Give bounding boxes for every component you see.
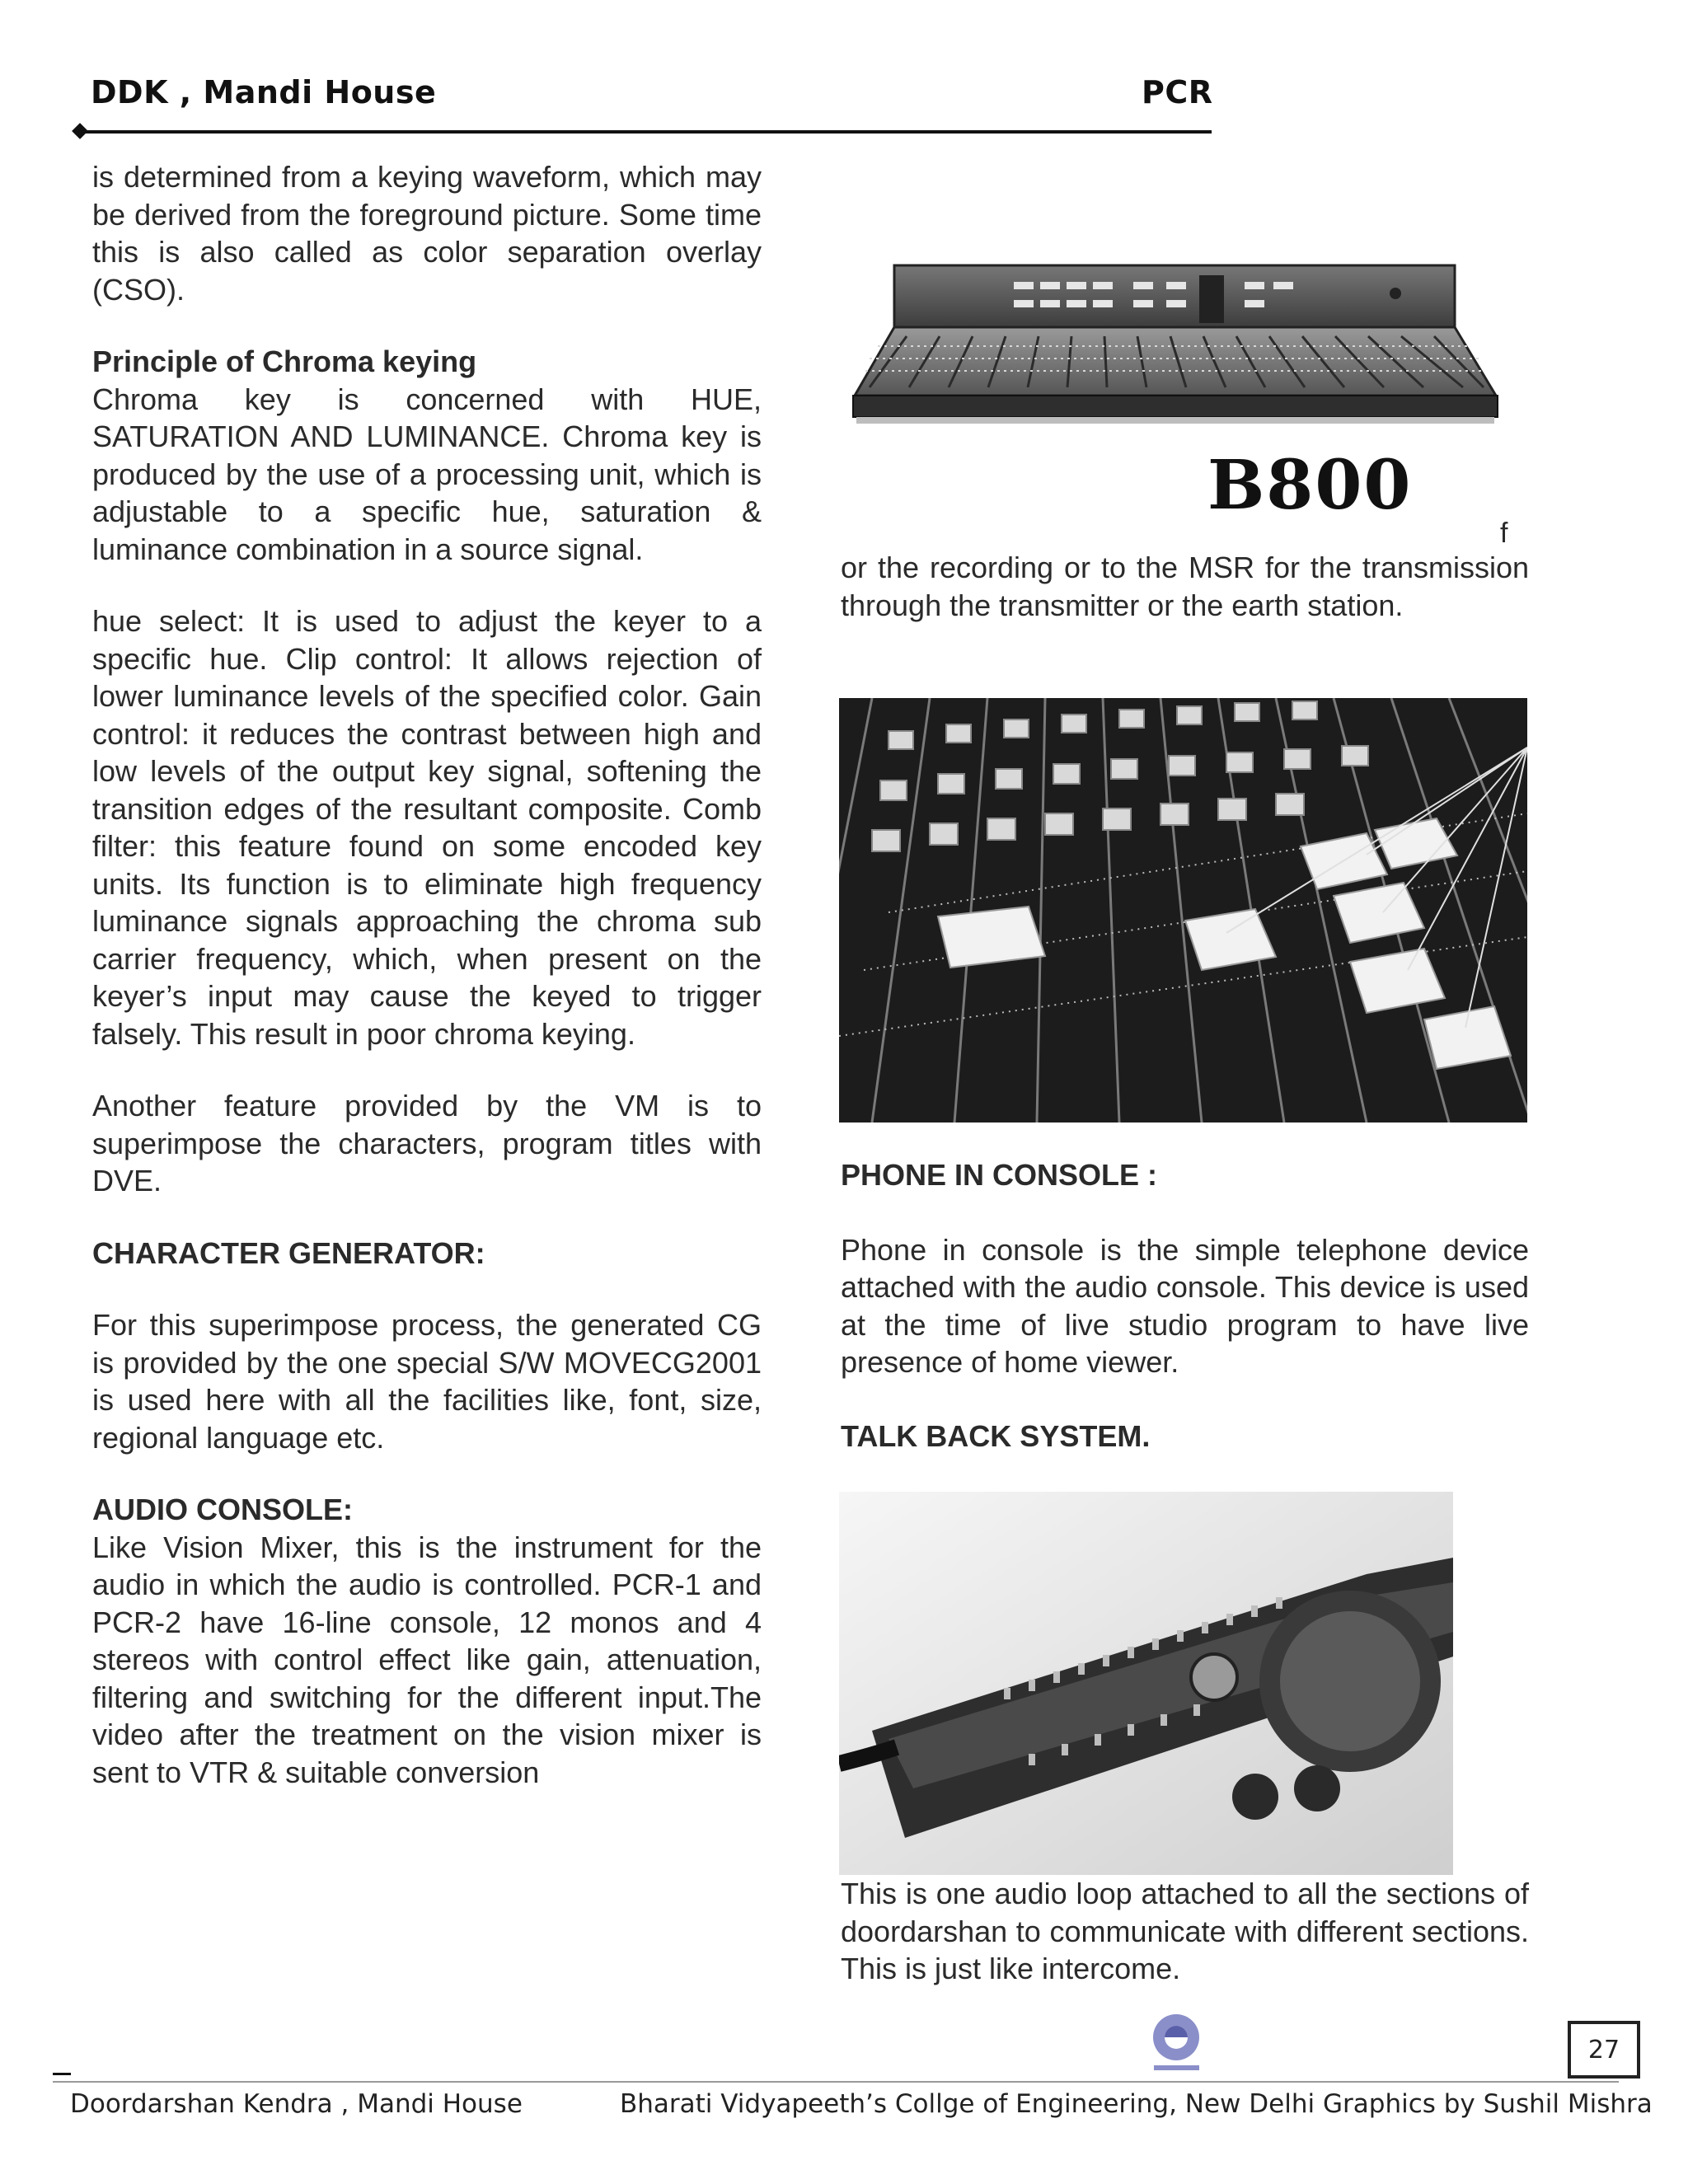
footer-right: Graphics by Sushil Mishra (1323, 2089, 1653, 2119)
paragraph-character-generator: For this superimpose process, the generated CG is provided by the one special S/W MOVECG2001 is used here with all the facilities like, font, size, regional language etc. (92, 1308, 762, 1455)
doordarshan-logo (1137, 2011, 1216, 2077)
left-column (92, 158, 762, 1791)
footer-left: Doordarshan Kendra , Mandi House (70, 2089, 523, 2119)
right-column-top (841, 549, 1529, 624)
heading-talk-back-system: TALK BACK SYSTEM. (841, 1418, 1151, 1453)
header-left-title: DDK , Mandi House (91, 74, 437, 110)
paragraph-recording: or the recording or to the MSR for the transmission through the transmitter or the earth station. (841, 551, 1529, 622)
paragraph-chroma-key: Chroma key is concerned with HUE, SATURATION AND LUMINANCE. Chroma key is produced by the use of a processing unit, which is adjustable to a specific hue, saturation & luminance combination in a source signal. (92, 382, 762, 566)
header-right-title: PCR (1142, 74, 1213, 110)
header-rule (81, 130, 1212, 134)
audio-faders-image (839, 698, 1527, 1122)
page-number: 27 (1587, 2035, 1620, 2064)
right-column-bottom (841, 1875, 1529, 1988)
paragraph-audio-console: Like Vision Mixer, this is the instrument for the audio in which the audio is controlled. PCR-1 and PCR-2 have 16-line console, 12 monos and 4 stereos with control effect like gain, attenuation, filtering and switching for the different input.The video after the treatment on the vision mixer is sent to VTR & suitable conversion (92, 1530, 762, 1789)
paragraph-talk-back: This is one audio loop attached to all the sections of doordarshan to communicate with different sections. This is just like intercome. (841, 1877, 1529, 1985)
footer-center: Bharati Vidyapeeth’s Collge of Engineering, New Delhi (620, 2089, 1315, 2119)
heading-chroma-keying: Principle of Chroma keying (92, 344, 477, 378)
paragraph-phone-in-console: Phone in console is the simple telephone device attached with the audio console. This device is used at the time of live studio program to have live presence of home viewer. (841, 1232, 1529, 1379)
b800-logo (1207, 446, 1484, 525)
right-column-middle (841, 1156, 1529, 1455)
footer-dash (53, 2073, 71, 2075)
paragraph-vm-feature: Another feature provided by the VM is to superimpose the characters, program titles with DVE. (92, 1089, 762, 1197)
page-number-box (1568, 2021, 1640, 2079)
b800-logo-text: B800 (1207, 446, 1413, 525)
heading-character-generator: CHARACTER GENERATOR: (92, 1235, 485, 1270)
heading-audio-console: AUDIO CONSOLE: (92, 1493, 354, 1526)
stray-f-char: f (1500, 518, 1508, 549)
paragraph-hue-select: hue select: It is used to adjust the keyer to a specific hue. Clip control: It allows rejection of lower luminance levels of the specified color. Gain control: it reduces the contrast between high and low levels of the output key signal, softening the transition edges of the resultant composite. Comb filter: this feature found on some encoded key units. Its function is to eliminate high frequency luminance signals approaching the chroma sub carrier frequency, which, when present on the keyer’s input may cause the keyed to trigger falsely. This result in poor chroma keying. (92, 604, 762, 1051)
footer-rule (53, 2081, 1619, 2083)
talkback-device-image (839, 1492, 1453, 1875)
heading-phone-in-console: PHONE IN CONSOLE : (841, 1158, 1158, 1192)
b800-console-image (845, 264, 1504, 449)
paragraph-keying-waveform: is determined from a keying waveform, which may be derived from the foreground picture. Some time this is also called as color separation overlay (CSO). (92, 160, 762, 307)
